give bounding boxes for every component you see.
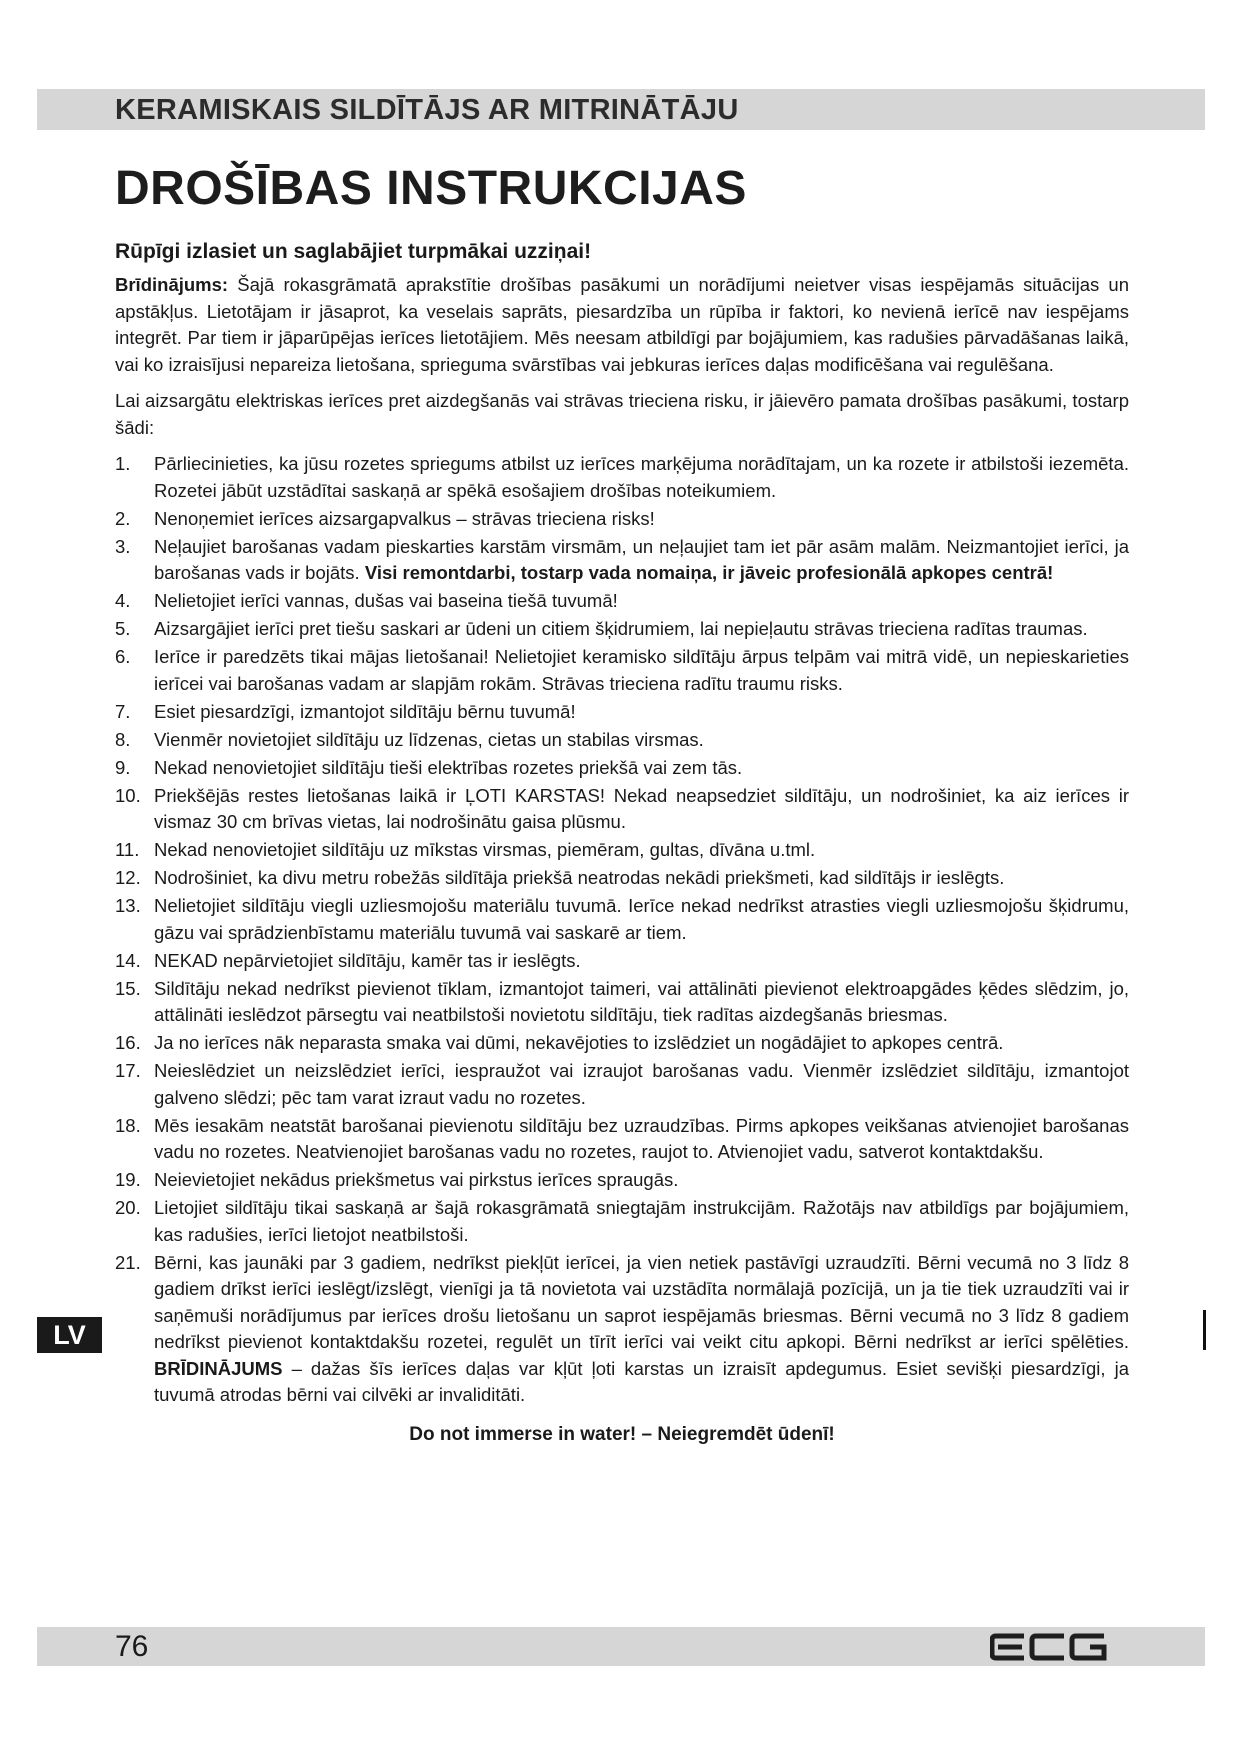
item-text: Nekad nenovietojiet sildītāju tieši elektrības rozetes priekšā vai zem tās. — [154, 756, 743, 778]
list-item — [115, 783, 1129, 836]
list-item — [115, 893, 1129, 946]
list-item — [115, 976, 1129, 1029]
list-item — [115, 1167, 1129, 1194]
intro-paragraph: Lai aizsargātu elektriskas ierīces pret aizdegšanās vai strāvas trieciena risku, ir jāievēro pamata drošības pasākumi, tostarp šādi: — [115, 390, 1129, 438]
item-number: 2. — [115, 507, 131, 529]
final-warning: Do not immerse in water! – Neiegremdēt ūdenī! — [409, 1423, 835, 1445]
item-text: Bērni, kas jaunāki par 3 gadiem, nedrīkst piekļūt ierīcei, ja vien netiek pastāvīgi uzraudzīti. Bērni vecumā no 3 līdz 8 gadiem drīkst ierīci ieslēgt/izslēgt, vienīgi ja tā novietota vai uzstādīta normālajā pozīcijā, un ja tie tiek uzraudzīti vai ir saņēmuši norādījumus par ierīces drošu lietošanu un saprot iespējamās briesmas. Bērni vecumā no 3 līdz 8 gadiem nedrīkst pievienot kontaktdakšu rozetei, regulēt un tīrīt ierīci vai veikt citu apkopi. Bērni nedrīkst ar ierīci spēlēties. — [154, 1251, 1129, 1352]
item-number: 21. — [115, 1251, 141, 1273]
item-number: 5. — [115, 618, 131, 639]
list-item — [115, 755, 1129, 782]
list-item — [115, 837, 1129, 864]
item-number: 14. — [115, 949, 141, 971]
item-text: Lietojiet sildītāju tikai saskaņā ar šajā rokasgrāmatā sniegtajām instrukcijām. Ražotājs nav atbildīgs par bojājumiem, kas radušies, ierīci lietojot neatbilstoši. — [154, 1197, 1129, 1245]
item-number: 8. — [115, 728, 131, 750]
list-item — [115, 865, 1129, 892]
list-item — [115, 727, 1129, 754]
item-bold-text: BRĪDINĀJUMS — [154, 1357, 283, 1379]
item-text: Ja no ierīces nāk neparasta smaka vai dūmi, nekavējoties to izslēdziet un nogādājiet to apkopes centrā. — [154, 1032, 1004, 1053]
item-number: 18. — [115, 1114, 141, 1136]
item-text: NEKAD nepārvietojiet sildītāju, kamēr tas ir ieslēgts. — [154, 949, 581, 971]
item-text: Neieslēdziet un neizslēdziet ierīci, iespraužot vai izraujot barošanas vadu. Vienmēr izslēdziet sildītāju, izmantojot galveno slēdzi; pēc tam varat izraut vadu no rozetes. — [154, 1060, 1129, 1108]
item-text: Nenoņemiet ierīces aizsargapvalkus – strāvas trieciena risks! — [154, 507, 655, 529]
list-item — [115, 948, 1129, 975]
item-text-after: – dažas šīs ierīces daļas var kļūt ļoti karstas un izraisīt apdegumus. Esiet sevišķi piesardzīgi, ja tuvumā atrodas bērni vai cilvēki ar invaliditāti. — [154, 1357, 1129, 1405]
item-text: Esiet piesardzīgi, izmantojot sildītāju bērnu tuvumā! — [154, 700, 576, 722]
margin-mark — [1203, 1310, 1206, 1350]
list-item — [115, 1058, 1129, 1111]
item-number: 6. — [115, 646, 131, 667]
item-text: Ierīce ir paredzēts tikai mājas lietošanai! Nelietojiet keramisko sildītāju ārpus telpām vai mitrā vidē, un nepieskarieties ierīcei vai barošanas vadam ar slapjām rokām. Strāvas trieciena radītu traumu risks. — [154, 646, 1129, 694]
item-text: Vienmēr novietojiet sildītāju uz līdzenas, cietas un stabilas virsmas. — [154, 728, 704, 750]
list-item — [115, 644, 1129, 697]
main-content — [115, 160, 1129, 1449]
item-text: Neievietojiet nekādus priekšmetus vai pirkstus ierīces spraugās. — [154, 1169, 679, 1190]
warning-label: Brīdinājums: — [115, 274, 229, 295]
item-bold-text: Visi remontdarbi, tostarp vada nomaiņa, ir jāveic profesionālā apkopes centrā! — [364, 562, 1054, 583]
header-bar — [37, 89, 1205, 130]
item-text: Priekšējās restes lietošanas laikā ir ĻOTI KARSTAS! Nekad neapsedziet sildītāju, un nodrošiniet, ka aiz ierīces ir vismaz 30 cm brīvas vietas, lai nodrošinātu gaisa plūsmu. — [154, 784, 1129, 832]
list-item — [115, 1250, 1129, 1409]
item-number: 3. — [115, 535, 131, 557]
item-number: 1. — [115, 453, 131, 474]
list-item — [115, 1030, 1129, 1057]
item-number: 7. — [115, 700, 131, 722]
list-item — [115, 506, 1129, 533]
subtitle: Rūpīgi izlasiet un saglabājiet turpmākai uzziņai! — [115, 240, 592, 263]
ecg-logo — [990, 1632, 1108, 1662]
item-number: 19. — [115, 1169, 141, 1190]
item-text: Sildītāju nekad nedrīkst pievienot tīklam, izmantojot taimeri, vai attālināti pievienot elektroapgādes ķēdes slēdzim, jo, attālināti ieslēdzot pārsegtu vai neatbilstoši novietotu sildītāju, tiek radītas aizdegšanās briesmas. — [154, 977, 1129, 1025]
item-number: 11. — [115, 839, 140, 860]
list-item — [115, 699, 1129, 726]
item-text: Nelietojiet sildītāju viegli uzliesmojošu materiālu tuvumā. Ierīce nekad nedrīkst atrasties viegli uzliesmojošu šķidrumu, gāzu vai sprādzienbīstamu materiālu tuvumā vai saskarē ar tiem. — [154, 895, 1129, 943]
item-text: Nodrošiniet, ka divu metru robežās sildītāja priekšā neatrodas nekādi priekšmeti, kad sildītājs ir ieslēgts. — [154, 867, 1005, 888]
item-number: 12. — [115, 867, 141, 888]
page-title: DROŠĪBAS INSTRUKCIJAS — [115, 162, 747, 215]
list-item — [115, 451, 1129, 504]
item-number: 17. — [115, 1060, 141, 1081]
warning-paragraph — [115, 272, 1129, 378]
header-title: KERAMISKAIS SILDĪTĀJS AR MITRINĀTĀJU — [115, 94, 739, 126]
item-number: 9. — [115, 756, 131, 778]
item-number: 16. — [115, 1032, 141, 1053]
item-text: Nekad nenovietojiet sildītāju uz mīkstas virsmas, piemēram, gultas, dīvāna u.tml. — [154, 839, 816, 860]
list-item — [115, 534, 1129, 587]
item-number: 13. — [115, 895, 141, 916]
item-text: Aizsargājiet ierīci pret tiešu saskari ar ūdeni un citiem šķidrumiem, lai nepieļautu strāvas trieciena radītas traumas. — [154, 618, 1088, 639]
list-item — [115, 1195, 1129, 1248]
list-item — [115, 1113, 1129, 1166]
warning-text: Šajā rokasgrāmatā aprakstītie drošības pasākumi un norādījumi neietver visas iespējamās situācijas un apstākļus. Lietotājam ir jāsaprot, ka veselais saprāts, piesardzība un rūpība ir faktori, ko nevienā ierīcē nav iespējams integrēt. Par tiem ir jāparūpējas ierīces lietotājiem. Mēs neesam atbildīgi par bojājumiem, kas radušies pārvadāšanas laikā, vai ko izraisījusi nepareiza lietošana, sprieguma svārstības vai jebkuras ierīces daļas modificēšana vai regulēšana. — [115, 274, 1130, 375]
list-item — [115, 588, 1129, 615]
item-text: Mēs iesakām neatstāt barošanai pievienotu sildītāju bez uzraudzības. Pirms apkopes veikšanas atvienojiet barošanas vadu no rozetes. Neatvienojiet barošanas vadu no rozetes, raujot to. Atvienojiet vadu, satverot kontaktdakšu. — [154, 1114, 1129, 1162]
list-item — [115, 616, 1129, 643]
item-number: 15. — [115, 977, 141, 999]
item-text: Neļaujiet barošanas vadam pieskarties karstām virsmām, un neļaujiet tam iet pār asām malām. Neizmantojiet ierīci, ja barošanas vads ir bojāts. — [154, 535, 1129, 583]
page-number: 76 — [115, 1630, 149, 1663]
language-tab: LV — [37, 1317, 102, 1353]
safety-rules-list — [115, 451, 1129, 1409]
item-text: Pārliecinieties, ka jūsu rozetes spriegums atbilst uz ierīces marķējuma norādītajam, un ka rozete ir atbilstoši iezemēta. Rozetei jābūt uzstādītai saskaņā ar spēkā esošajiem drošības noteikumiem. — [154, 453, 1129, 501]
item-number: 20. — [115, 1197, 141, 1218]
item-number: 10. — [115, 784, 141, 806]
footer-bar — [37, 1627, 1205, 1666]
item-number: 4. — [115, 590, 131, 611]
item-text: Nelietojiet ierīci vannas, dušas vai baseina tiešā tuvumā! — [154, 590, 618, 611]
